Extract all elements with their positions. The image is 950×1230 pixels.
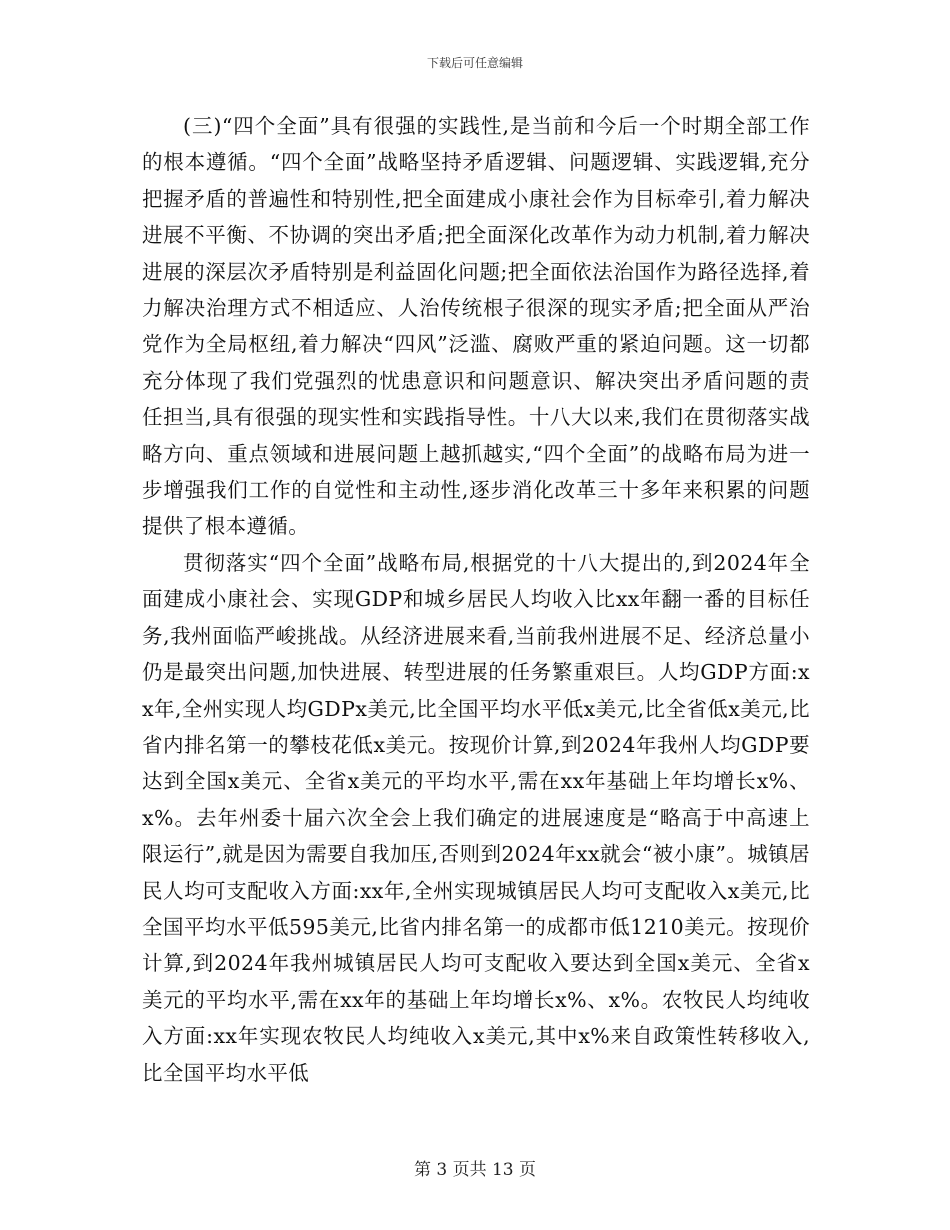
document-body [142,108,810,1091]
paragraph-1: (三)“四个全面”具有很强的实践性,是当前和今后一个时期全部工作的根本遵循。“四个全面”战略坚持矛盾逻辑、问题逻辑、实践逻辑,充分把握矛盾的普遍性和特别性,把全面建成小康社会作为目标牵引,着力解决进展不平衡、不协调的突出矛盾;把全面深化改革作为动力机制,着力解决进展的深层次矛盾特别是利益固化问题;把全面依法治国作为路径选择,着力解决治理方式不相适应、人治传统根子很深的现实矛盾;把全面从严治党作为全局枢纽,着力解决“四风”泛滥、腐败严重的紧迫问题。这一切都充分体现了我们党强烈的忧患意识和问题意识、解决突出矛盾问题的责任担当,具有很强的现实性和实践指导性。十八大以来,我们在贯彻落实战略方向、重点领域和进展问题上越抓越实,“四个全面”的战略布局为进一步增强我们工作的自觉性和主动性,逐步消化改革三十多年来积累的问题提供了根本遵循。 [142,114,810,539]
page-number-footer: 第 3 页共 13 页 [413,1160,537,1180]
paragraph-2: 贯彻落实“四个全面”战略布局,根据党的十八大提出的,到2024年全面建成小康社会、实现GDP和城乡居民人均收入比xx年翻一番的目标任务,我州面临严峻挑战。从经济进展来看,当前我州进展不足、经济总量小仍是最突出问题,加快进展、转型进展的任务繁重艰巨。人均GDP方面:xx年,全州实现人均GDPx美元,比全国平均水平低x美元,比全省低x美元,比省内排名第一的攀枝花低x美元。按现价计算,到2024年我州人均GDP要达到全国x美元、全省x美元的平均水平,需在xx年基础上年均增长x%、x%。去年州委十届六次全会上我们确定的进展速度是“略高于中高速上限运行”,就是因为需要自我加压,否则到2024年xx就会“被小康”。城镇居民人均可支配收入方面:xx年,全州实现城镇居民人均可支配收入x美元,比全国平均水平低595美元,比省内排名第一的成都市低1210美元。按现价计算,到2024年我州城镇居民人均可支配收入要达到全国x美元、全省x美元的平均水平,需在xx年的基础上年均增长x%、x%。农牧民人均纯收入方面:xx年实现农牧民人均纯收入x美元,其中x%来自政策性转移收入,比全国平均水平低 [142,550,810,1085]
page-header: 下载后可任意编辑 [426,56,523,70]
